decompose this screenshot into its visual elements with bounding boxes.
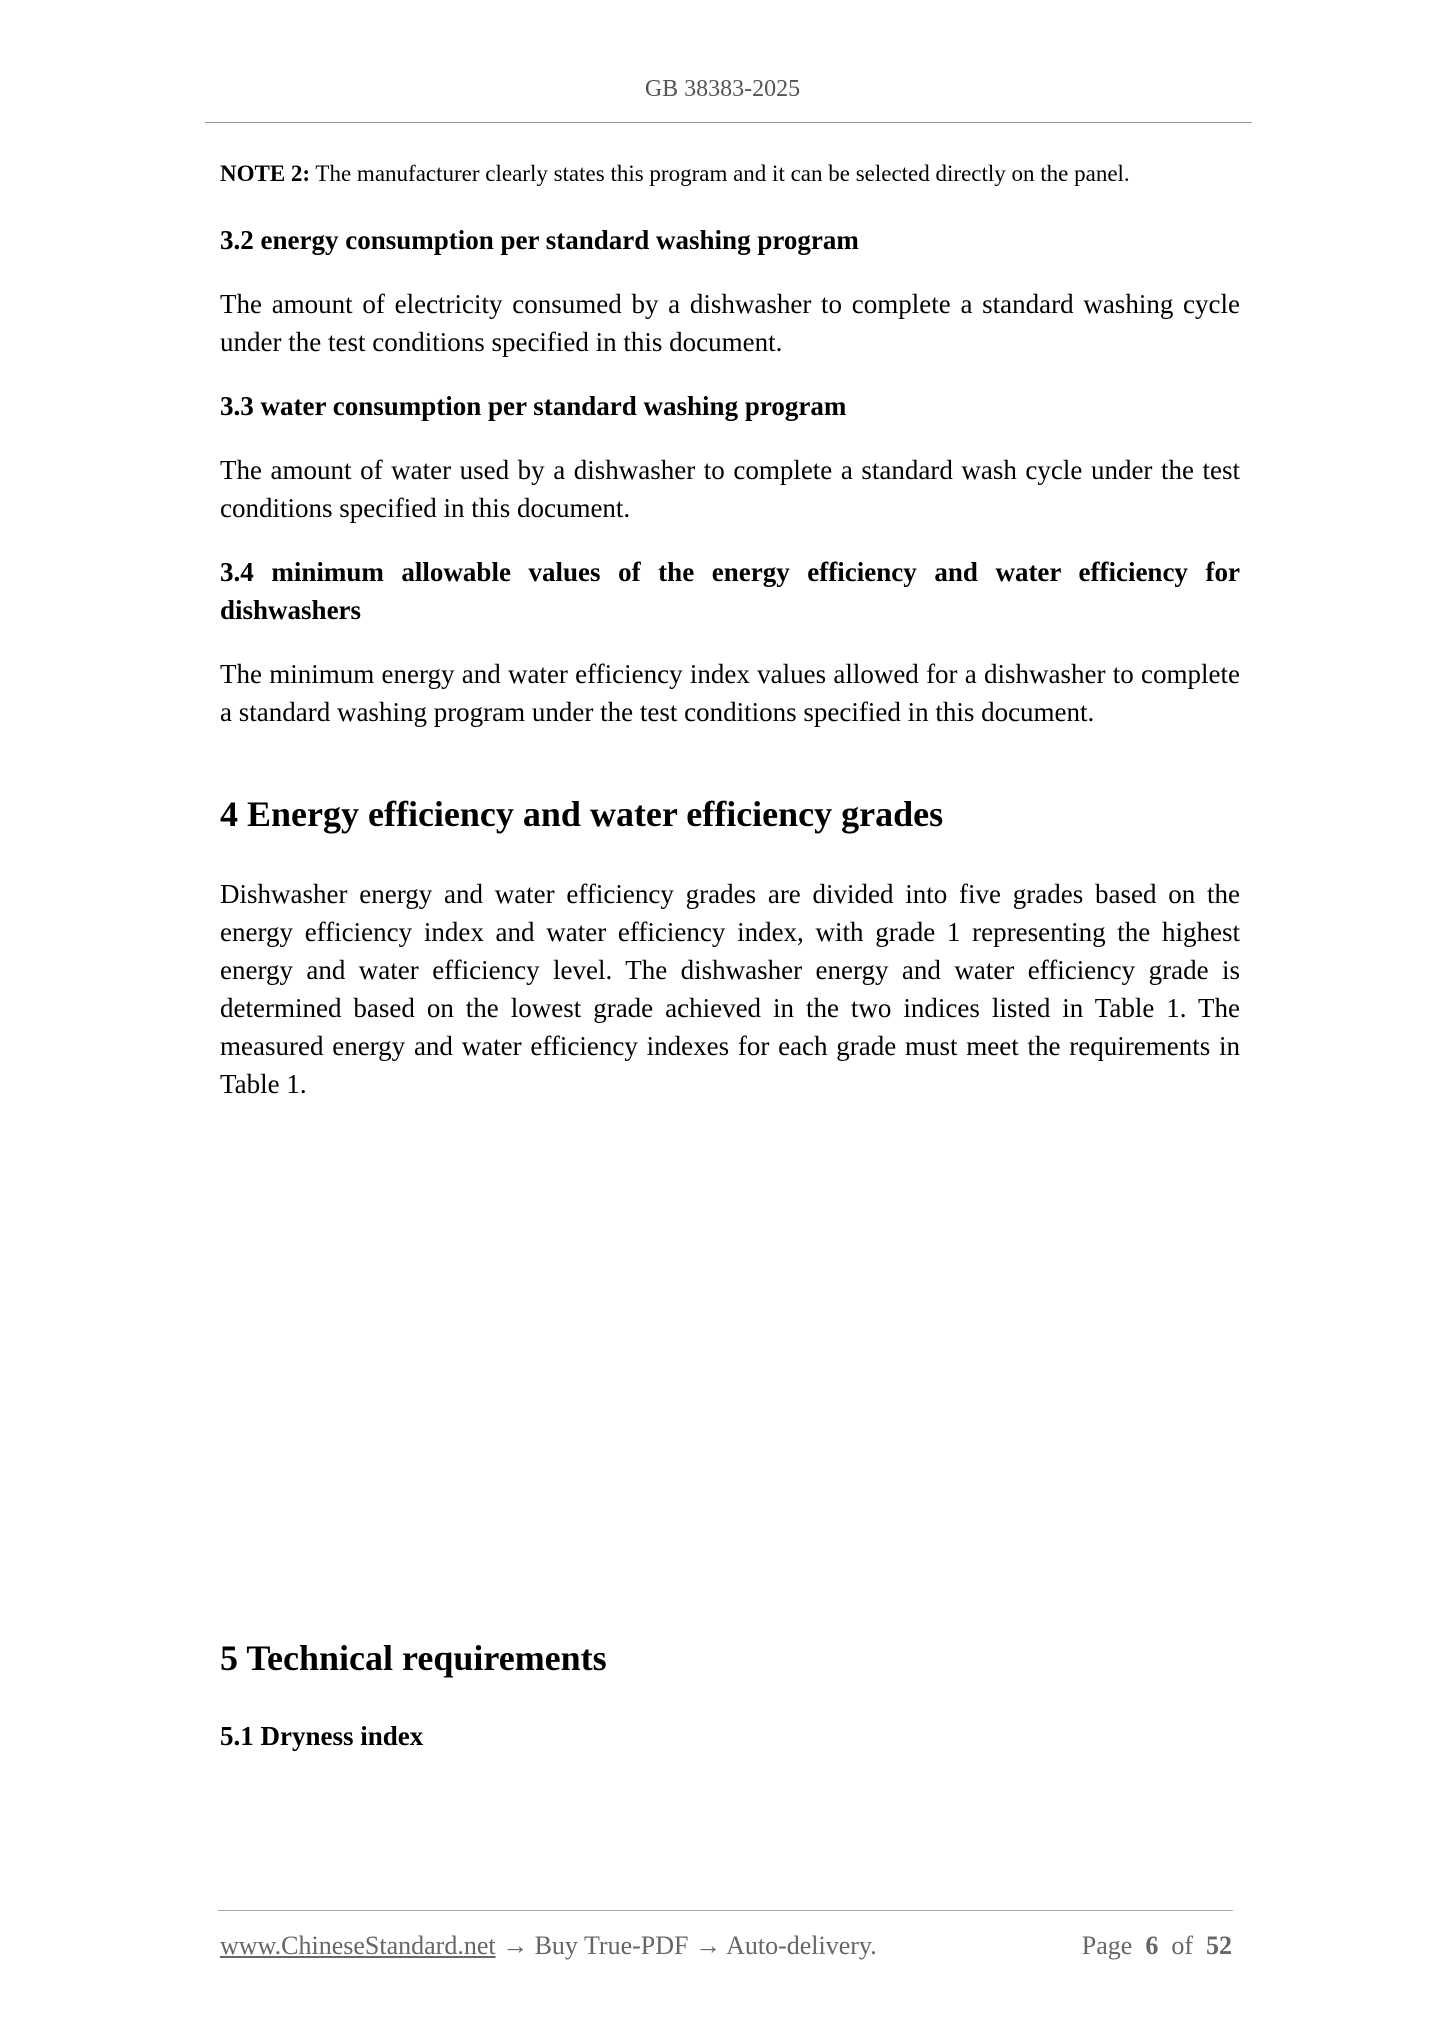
- page-word: Page: [1081, 1931, 1133, 1960]
- page-counter: [1082, 1928, 1232, 1964]
- note-2: [220, 155, 1240, 193]
- section-5-1-title: 5.1 Dryness index: [220, 1721, 424, 1751]
- page-content: [220, 155, 1240, 1755]
- header-divider: [205, 122, 1252, 123]
- note-2-label: NOTE 2:: [220, 161, 311, 186]
- section-3-4-title: 3.4 minimum allowable values of the energy efficiency and water efficiency for dishwashers: [220, 557, 1240, 625]
- page-footer: [220, 1928, 1232, 1964]
- footer-divider: [218, 1910, 1233, 1911]
- section-3-2-body: The amount of electricity consumed by a dishwasher to complete a standard washing cycle under the test conditions specified in this document.: [220, 289, 1240, 357]
- current-page-number: 6: [1145, 1931, 1159, 1960]
- total-pages-number: 52: [1206, 1931, 1232, 1960]
- section-3-4-body: The minimum energy and water efficiency index values allowed for a dishwasher to complete a standard washing program under the test conditions specified in this document.: [220, 659, 1240, 727]
- section-3-3-body: The amount of water used by a dishwasher to complete a standard wash cycle under the test conditions specified in this document.: [220, 455, 1240, 523]
- footer-delivery-text: Auto-delivery.: [726, 1931, 877, 1960]
- of-word: of: [1171, 1931, 1193, 1960]
- section-3-3-title: 3.3 water consumption per standard washing program: [220, 391, 847, 421]
- section-4-heading: 4 Energy efficiency and water efficiency grades: [220, 794, 944, 834]
- section-4-body: Dishwasher energy and water efficiency grades are divided into five grades based on the energy efficiency index and water efficiency index, with grade 1 representing the highest energy and water efficiency level. The dishwasher energy and water efficiency grade is determined based on the lowest grade achieved in the two indices listed in Table 1. The measured energy and water efficiency indexes for each grade must meet the requirements in Table 1.: [220, 879, 1240, 1099]
- section-3-2-title: 3.2 energy consumption per standard washing program: [220, 225, 859, 255]
- document-header-id: GB 38383-2025: [644, 76, 801, 102]
- arrow-icon: →: [502, 1931, 529, 1960]
- footer-buy-text: Buy True-PDF: [534, 1931, 689, 1960]
- arrow-icon: →: [695, 1931, 721, 1960]
- note-2-text: The manufacturer clearly states this program and it can be selected directly on the panel.: [310, 161, 1130, 186]
- section-5-heading: 5 Technical requirements: [220, 1638, 607, 1678]
- footer-site-link[interactable]: www.ChineseStandard.net: [220, 1931, 496, 1960]
